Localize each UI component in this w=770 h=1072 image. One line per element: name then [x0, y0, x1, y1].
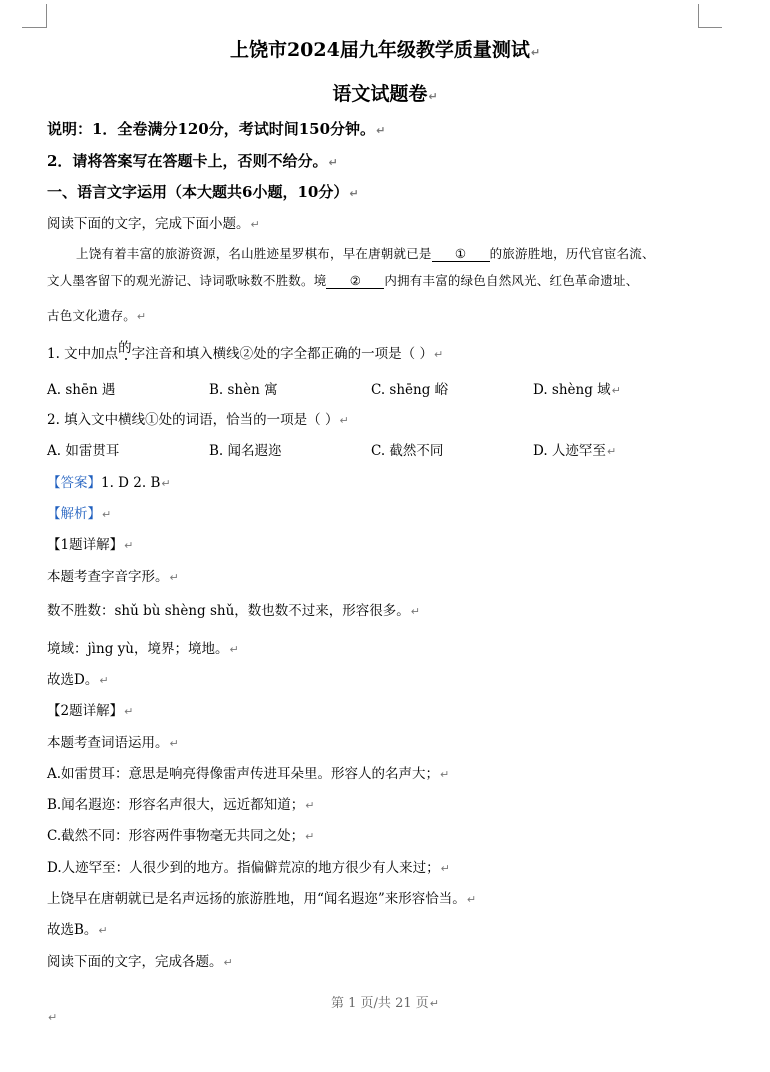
- analysis-line: 【解析】↵: [47, 506, 112, 522]
- dotted-char: 的: [118, 340, 132, 356]
- q1-option-b: B. shèn 寓: [209, 382, 278, 398]
- detail-2-line-6: 上饶早在唐朝就已是名声远扬的旅游胜地，用“闻名遐迩”来形容恰当。↵: [47, 891, 477, 907]
- page-footer: 第 1 页/共 21 页↵: [331, 996, 439, 1011]
- crop-mark-top-right-h: [698, 27, 722, 28]
- q1-option-a: A. shēn 遇: [47, 382, 116, 398]
- blank-1: ①: [432, 247, 490, 262]
- detail-1-line-4: 故选D。↵: [47, 672, 109, 688]
- analysis-label: 【解析】: [47, 506, 101, 522]
- paragraph-mark: ↵: [48, 1011, 58, 1024]
- answer-label: 【答案】: [47, 475, 101, 491]
- crop-mark-top-right-v: [698, 4, 699, 28]
- instructions-line-1: 说明：1．全卷满分120分，考试时间150分钟。↵: [47, 120, 386, 138]
- document-title: 上饶市2024届九年级教学质量测试↵: [229, 39, 541, 61]
- detail-2-line-1: 本题考查词语运用。↵: [47, 735, 179, 751]
- q2-option-a: A. 如雷贯耳: [47, 443, 120, 459]
- detail-2-line-4: C.截然不同：形容两件事物毫无共同之处；↵: [47, 828, 315, 844]
- passage-line-2: 文人墨客留下的观光游记、诗词歌咏数不胜数。境 ② 内拥有丰富的绿色自然风光、红色革命遗址、: [47, 273, 639, 288]
- next-instruction: 阅读下面的文字，完成各题。↵: [47, 954, 233, 970]
- q2-option-b: B. 闻名遐迩: [209, 443, 282, 459]
- section-heading: 一、语言文字运用（本大题共6小题，10分）↵: [47, 183, 359, 201]
- q2-option-c: C. 截然不同: [371, 443, 444, 459]
- passage-line-3: 古色文化遗存。↵: [47, 308, 147, 323]
- document-subtitle: 语文试题卷↵: [332, 83, 438, 105]
- read-instruction: 阅读下面的文字，完成下面小题。↵: [47, 216, 260, 232]
- detail-2-line-3: B.闻名遐迩：形容名声很大，远近都知道；↵: [47, 797, 315, 813]
- detail-2-line-5: D.人迹罕至：人很少到的地方。指偏僻荒凉的地方很少有人来过；↵: [47, 860, 450, 876]
- question-2-stem: 2. 填入文中横线①处的词语，恰当的一项是（ ）↵: [47, 412, 349, 428]
- passage-line-1: 上饶有着丰富的旅游资源，名山胜迹星罗棋布，早在唐朝就已是 ① 的旅游胜地，历代官宦名流、: [76, 246, 655, 261]
- q1-option-d: D. shèng 域↵: [533, 382, 621, 398]
- detail-1-label: 【1题详解】↵: [47, 537, 134, 553]
- detail-2-label: 【2题详解】↵: [47, 703, 134, 719]
- instructions-line-2: 2．请将答案写在答题卡上，否则不给分。↵: [47, 152, 338, 170]
- answer-line: 【答案】1. D 2. B↵: [47, 475, 171, 491]
- crop-mark-top-left-h: [22, 27, 46, 28]
- detail-2-line-7: 故选B。↵: [47, 922, 108, 938]
- question-1-stem: 1. 文中加点的字注音和填入横线②处的字全都正确的一项是（ ）↵: [47, 340, 444, 362]
- detail-2-line-2: A.如雷贯耳：意思是响亮得像雷声传进耳朵里。形容人的名声大；↵: [47, 766, 450, 782]
- detail-1-line-2: 数不胜数：shǔ bù shèng shǔ，数也数不过来，形容很多。↵: [47, 603, 421, 619]
- detail-1-line-1: 本题考查字音字形。↵: [47, 569, 179, 585]
- blank-2: ②: [326, 274, 384, 289]
- detail-1-line-3: 境域：jìng yù，境界；境地。↵: [47, 641, 239, 657]
- q1-option-c: C. shēng 峪: [371, 382, 449, 398]
- crop-mark-top-left-v: [46, 4, 47, 28]
- q2-option-d: D. 人迹罕至↵: [533, 443, 617, 459]
